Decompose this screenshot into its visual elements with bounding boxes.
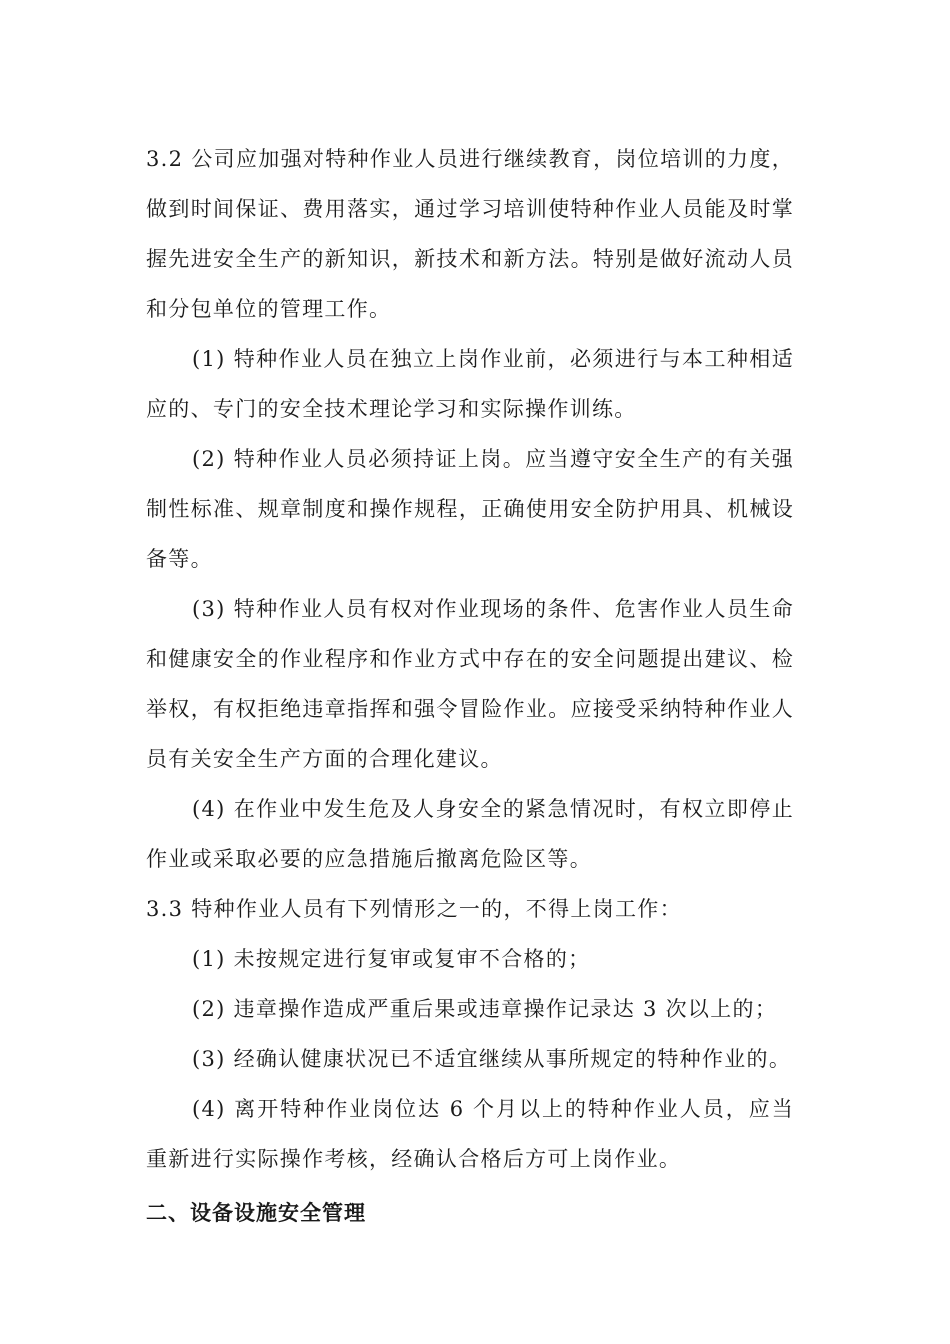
paragraph-3-3-item-3: (3) 经确认健康状况已不适宜继续从事所规定的特种作业的。 <box>192 1047 792 1071</box>
paragraph-3-3-item-1: (1) 未按规定进行复审或复审不合格的； <box>192 947 591 971</box>
paragraph-3-3-item-2: (2) 违章操作造成严重后果或违章操作记录达 3 次以上的； <box>192 997 778 1021</box>
paragraph-3-2-item-1: (1) 特种作业人员在独立上岗作业前，必须进行与本工种相适应的、专门的安全技术理论学习和实际操作训练。 <box>146 347 794 421</box>
paragraph-3-2-item-4: (4) 在作业中发生危及人身安全的紧急情况时，有权立即停止作业或采取必要的应急措施后撤离危险区等。 <box>146 797 794 871</box>
paragraph-3-2-item-2: (2) 特种作业人员必须持证上岗。应当遵守安全生产的有关强制性标准、规章制度和操作规程，正确使用安全防护用具、机械设备等。 <box>146 447 794 571</box>
document-body <box>146 134 794 1238</box>
paragraph-3-3-item-4: (4) 离开特种作业岗位达 6 个月以上的特种作业人员，应当重新进行实际操作考核，经确认合格后方可上岗作业。 <box>146 1097 794 1171</box>
section-heading: 二、设备设施安全管理 <box>146 1201 366 1225</box>
paragraph-3-2: 3.2 公司应加强对特种作业人员进行继续教育，岗位培训的力度，做到时间保证、费用落实，通过学习培训使特种作业人员能及时掌握先进安全生产的新知识，新技术和新方法。特别是做好流动人员和分包单位的管理工作。 <box>146 147 794 321</box>
paragraph-3-2-item-3: (3) 特种作业人员有权对作业现场的条件、危害作业人员生命和健康安全的作业程序和作业方式中存在的安全问题提出建议、检举权，有权拒绝违章指挥和强令冒险作业。应接受采纳特种作业人员有关安全生产方面的合理化建议。 <box>146 597 794 771</box>
paragraph-3-3: 3.3 特种作业人员有下列情形之一的，不得上岗工作： <box>146 897 682 921</box>
